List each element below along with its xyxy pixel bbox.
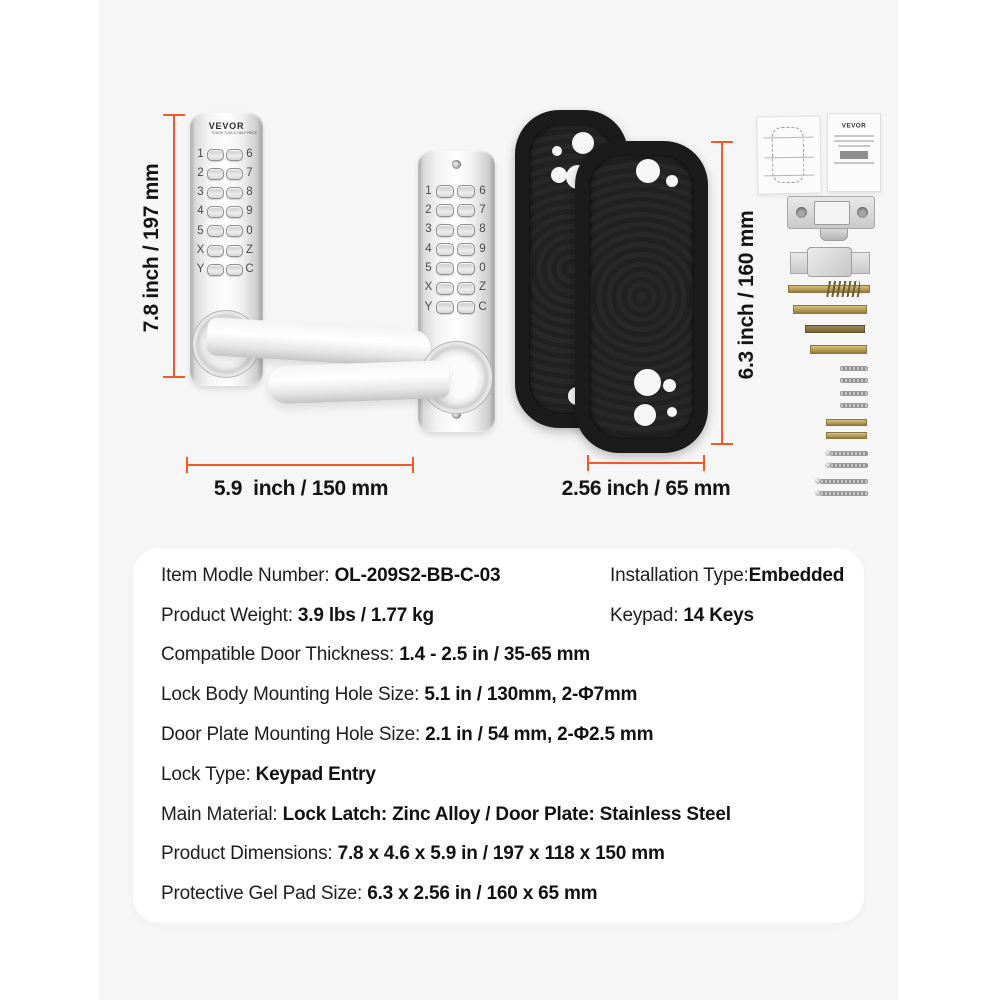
spec-lock-type [161, 764, 376, 786]
gel-pad-surface [589, 155, 694, 439]
keypad-button [436, 301, 454, 314]
spindle-rod [810, 345, 867, 354]
key-label: 1 [425, 184, 432, 197]
machine-screw [830, 451, 868, 456]
keypad-button [436, 262, 454, 275]
manual-text-line [834, 135, 874, 137]
spec-value: 14 Keys [683, 604, 754, 626]
spec-row [133, 755, 864, 795]
small-screw [840, 403, 868, 408]
latch-body [807, 247, 852, 277]
strike-plate [787, 196, 875, 229]
keypad-row [196, 222, 254, 241]
lock-width-dimension-line [187, 464, 413, 466]
long-screw [820, 479, 868, 484]
spec-label: Compatible Door Thickness: [161, 644, 400, 666]
pad-height-dimension-line [721, 142, 723, 444]
spec-label: Protective Gel Pad Size: [161, 883, 368, 905]
spec-label: Door Plate Mounting Hole Size: [161, 724, 426, 746]
spec-label: Item Modle Number: [161, 564, 335, 586]
keypad-row [196, 241, 254, 260]
key-label: 0 [479, 262, 486, 275]
spec-keypad [610, 605, 754, 627]
spec-row [133, 556, 864, 596]
keypad-button [457, 204, 475, 217]
keypad-button [207, 206, 224, 218]
keypad-left-lock [196, 145, 254, 279]
keypad-button [207, 245, 224, 257]
key-label: 8 [479, 223, 486, 236]
key-label: 2 [197, 167, 204, 180]
manual-text-line [838, 145, 870, 147]
keypad-button [226, 206, 243, 218]
key-label: 9 [246, 205, 253, 218]
spec-row [133, 596, 864, 636]
strike-plate-lip [820, 228, 848, 241]
vevor-logo: VEVOR [208, 121, 245, 131]
spec-door-thickness [161, 644, 590, 666]
keypad-button [457, 185, 475, 198]
spec-product-weight [161, 605, 434, 627]
small-screw [840, 391, 868, 396]
long-screw [820, 491, 868, 496]
key-label: C [478, 300, 487, 313]
spec-value: 5.1 in / 130mm, 2-Φ7mm [424, 684, 638, 706]
manual-brand-text: VEVOR [841, 121, 867, 130]
key-label: Z [478, 281, 487, 294]
keypad-button [457, 282, 475, 295]
spec-value: 6.3 x 2.56 in / 160 x 65 mm [367, 883, 598, 905]
keypad-row [424, 221, 487, 240]
small-screw [840, 366, 868, 371]
pad-height-label: 6.3 inch / 160 mm [735, 210, 758, 380]
keypad-button [226, 264, 243, 276]
key-label: X [424, 281, 433, 294]
keypad-button [457, 224, 475, 237]
strike-plate-opening [814, 201, 850, 225]
key-label: 7 [246, 167, 253, 180]
spec-label: Lock Type: [161, 763, 256, 785]
keypad-button [457, 262, 475, 275]
key-label: 6 [479, 184, 486, 197]
pad-hole [666, 175, 678, 187]
spec-row [133, 795, 864, 835]
key-label: 3 [425, 223, 432, 236]
keypad-row [424, 182, 487, 201]
key-label: 0 [246, 224, 253, 237]
key-label: 5 [197, 224, 204, 237]
spec-row [133, 636, 864, 676]
pad-hole [634, 369, 661, 396]
key-label: 1 [197, 147, 204, 160]
brass-standoff [826, 419, 867, 426]
spec-row [133, 874, 864, 914]
keypad-row [424, 240, 487, 259]
spec-row [133, 675, 864, 715]
keypad-button [436, 282, 454, 295]
key-label: 3 [197, 186, 204, 199]
keypad-button [226, 245, 243, 257]
keypad-button [226, 187, 243, 199]
pad-hole [634, 404, 656, 426]
key-label: 4 [425, 242, 432, 255]
spec-label: Installation Type: [610, 564, 749, 586]
pad-hole [551, 167, 567, 183]
spec-row [133, 715, 864, 755]
threaded-rod [805, 325, 865, 333]
key-label: X [196, 243, 205, 256]
small-screw [840, 378, 868, 383]
spec-door-plate-hole [161, 724, 653, 746]
spec-item-model [161, 565, 500, 587]
dimension-cap [163, 376, 185, 378]
spec-value: Embedded [748, 564, 845, 586]
key-label: C [245, 262, 254, 275]
key-label: Z [245, 243, 254, 256]
spec-label: Main Material: [161, 803, 283, 825]
keypad-button [226, 225, 243, 237]
keypad-row [196, 164, 254, 183]
keypad-button [436, 224, 454, 237]
pad-width-label: 2.56 inch / 65 mm [561, 477, 731, 500]
keypad-button [207, 187, 224, 199]
pad-width-dimension-line [588, 462, 704, 464]
spring-coil [826, 281, 860, 297]
spec-installation-type [610, 565, 844, 587]
keypad-button [207, 264, 224, 276]
manual-text-line [834, 140, 874, 142]
spec-label: Product Weight: [161, 604, 298, 626]
spec-panel [133, 548, 864, 923]
spec-value: 3.9 lbs / 1.77 kg [297, 604, 434, 626]
keypad-button [207, 225, 224, 237]
keypad-right-lock [424, 182, 487, 317]
keypad-row [196, 203, 254, 222]
lever-handle-right [267, 360, 449, 404]
strike-plate-hole [796, 207, 807, 218]
spec-main-material [161, 804, 731, 826]
keypad-button [436, 185, 454, 198]
spec-gel-pad-size [161, 883, 597, 905]
keypad-row [196, 183, 254, 202]
instruction-manual [827, 113, 881, 192]
dimension-cap [711, 443, 733, 445]
key-label: 8 [246, 186, 253, 199]
manual-text-line [834, 162, 874, 164]
key-label: 5 [425, 262, 432, 275]
key-label: 9 [479, 242, 486, 255]
key-label: 6 [246, 147, 253, 160]
brand-slogan: TOUGH TOOLS, HALF PRICE [211, 131, 258, 135]
drilling-template-paper [756, 115, 821, 194]
keypad-button [226, 168, 243, 180]
keypad-row [424, 298, 487, 317]
keypad-row [424, 278, 487, 297]
pad-hole [552, 146, 562, 156]
machine-screw [830, 463, 868, 468]
pad-hole [663, 379, 676, 392]
lock-height-dimension-line [173, 115, 175, 377]
key-label: 4 [197, 205, 204, 218]
spec-value: 2.1 in / 54 mm, 2-Φ2.5 mm [425, 724, 654, 746]
keypad-row [424, 201, 487, 220]
keypad-button [436, 204, 454, 217]
spec-label: Product Dimensions: [161, 843, 338, 865]
key-label: 2 [425, 204, 432, 217]
key-label: 7 [479, 204, 486, 217]
lock-width-label: 5.9 inch / 150 mm [213, 477, 389, 500]
spec-value: 1.4 - 2.5 in / 35-65 mm [399, 644, 590, 666]
spec-label: Lock Body Mounting Hole Size: [161, 684, 425, 706]
keypad-button [436, 243, 454, 256]
lock-height-label: 7.8 inch / 197 mm [140, 163, 163, 333]
manual-text-block [840, 151, 868, 159]
keypad-button [457, 301, 475, 314]
square-spindle [793, 305, 867, 314]
spec-value: Keypad Entry [255, 763, 376, 785]
keypad-row [424, 259, 487, 278]
spec-value: OL-209S2-BB-C-03 [334, 564, 501, 586]
keypad-button [226, 149, 243, 161]
spec-lock-body-hole [161, 684, 637, 706]
keypad-button [207, 149, 224, 161]
keypad-row [196, 145, 254, 164]
spec-value: 7.8 x 4.6 x 5.9 in / 197 x 118 x 150 mm [337, 843, 665, 865]
spec-value: Lock Latch: Zinc Alloy / Door Plate: Stainless Steel [282, 803, 731, 825]
key-label: Y [424, 300, 433, 313]
pad-hole [667, 407, 677, 417]
keypad-button [457, 243, 475, 256]
strike-plate-hole [857, 207, 868, 218]
screw-hole [452, 160, 461, 169]
pad-hole [636, 159, 660, 183]
keypad-button [207, 168, 224, 180]
spec-row [133, 835, 864, 875]
keypad-row [196, 260, 254, 279]
dimension-cap [703, 455, 705, 471]
key-label: Y [196, 262, 205, 275]
dimension-cap [412, 457, 414, 473]
spec-product-dimensions [161, 843, 665, 865]
brass-standoff [826, 432, 867, 439]
spec-label: Keypad: [610, 604, 684, 626]
